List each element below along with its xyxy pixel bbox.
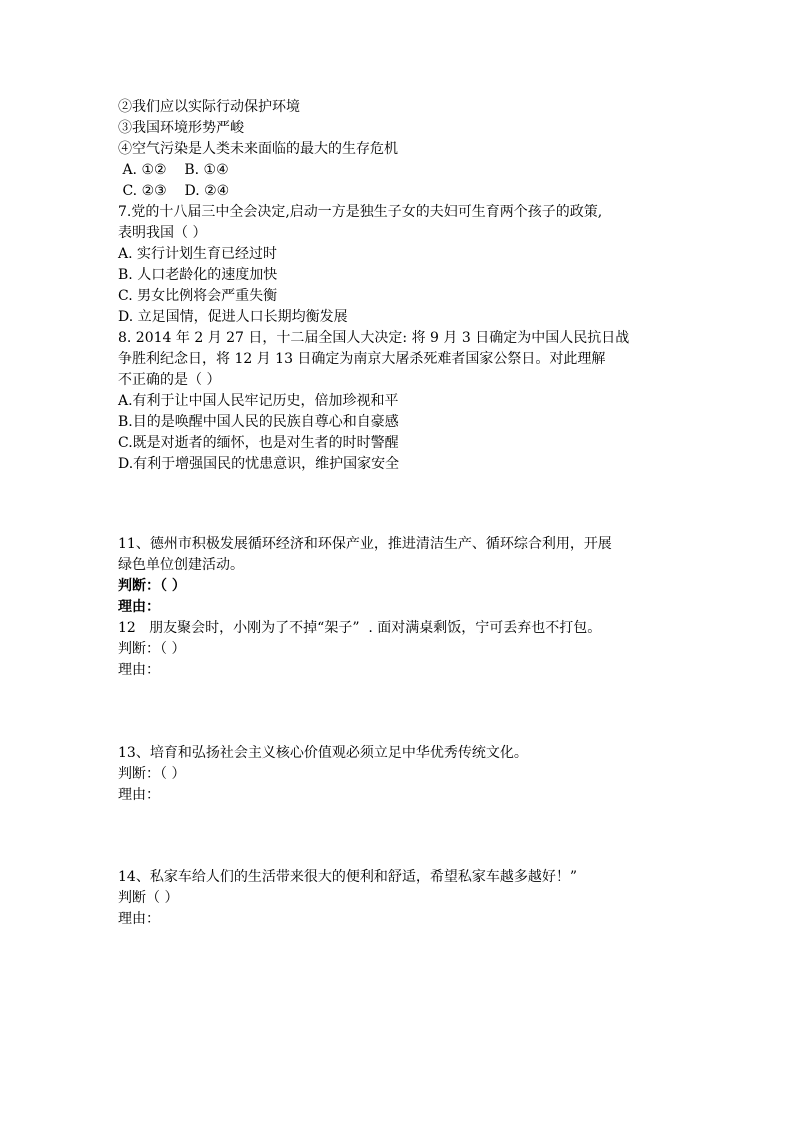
- q8-option-c: C.既是对逝者的缅怀，也是对生者的时时警醒: [118, 435, 399, 451]
- q6-statement-3: ③我国环境形势严峻: [118, 120, 244, 136]
- q8-stem-line2: 争胜利纪念日，将 12 月 13 日确定为南京大屠杀死难者国家公祭日。对此理解: [118, 351, 606, 367]
- q6-options-ab: A. ①② B. ①④: [118, 162, 229, 178]
- q7-option-a: A. 实行计划生育已经过时: [118, 246, 278, 262]
- q14-reason-label: 理由：: [118, 911, 160, 927]
- q7-option-c: C. 男女比例将会严重失衡: [118, 288, 278, 304]
- q13-reason-label: 理由：: [118, 787, 160, 803]
- q12-reason-label: 理由：: [118, 662, 160, 678]
- q7-stem-line1: 7.党的十八届三中全会决定,启动一方是独生子女的夫妇可生育两个孩子的政策,: [118, 204, 603, 220]
- q8-option-b: B.目的是唤醒中国人民的民族自尊心和自豪感: [118, 414, 399, 430]
- q14-stem: 14、私家车给人们的生活带来很大的便利和舒适，希望私家车越多越好！”: [118, 869, 577, 885]
- q6-statement-2: ②我们应以实际行动保护环境: [118, 99, 300, 115]
- q11-stem-line1: 11、德州市积极发展循环经济和环保产业，推进清洁生产、循环综合利用，开展: [118, 536, 612, 552]
- q14-judge-label: 判断（ ）: [118, 890, 179, 906]
- q7-option-b: B. 人口老龄化的速度加快: [118, 267, 278, 283]
- q6-statement-4: ④空气污染是人类未来面临的最大的生存危机: [118, 141, 398, 157]
- q8-option-a: A.有利于让中国人民牢记历史，倍加珍视和平: [118, 393, 399, 409]
- q8-option-d: D.有利于增强国民的忧患意识，维护国家安全: [118, 456, 400, 472]
- q13-judge-label: 判断：（ ）: [118, 766, 186, 782]
- q11-reason-label: 理由：: [118, 599, 160, 615]
- q11-judge-label: 判断：（ ）: [118, 578, 186, 594]
- q13-stem: 13、培育和弘扬社会主义核心价值观必须立足中华优秀传统文化。: [118, 745, 528, 761]
- q12-stem: 12 朋友聚会时，小刚为了不掉“架子” . 面对满桌剩饭，宁可丢弃也不打包。: [118, 620, 602, 636]
- q8-stem-line3: 不正确的是（ ）: [118, 372, 221, 388]
- q7-option-d: D. 立足国情，促进人口长期均衡发展: [118, 309, 348, 325]
- q7-stem-line2: 表明我国（ ）: [118, 225, 207, 241]
- q8-stem-line1: 8. 2014 年 2 月 27 日，十二届全国人大决定: 将 9 月 3 日确定为中国人民抗日战: [118, 330, 630, 346]
- q11-stem-line2: 绿色单位创建活动。: [118, 557, 244, 573]
- q12-judge-label: 判断：（ ）: [118, 641, 186, 657]
- q6-options-cd: C. ②③ D. ②④: [118, 183, 230, 199]
